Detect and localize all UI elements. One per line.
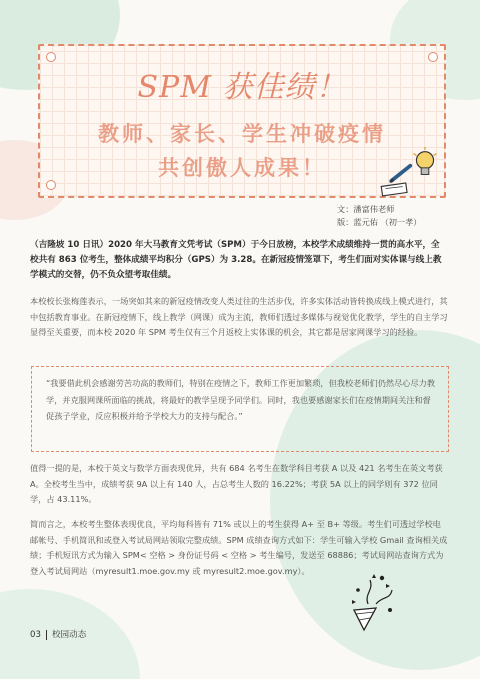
page-number: 03 (30, 630, 41, 640)
author-credit: 文：潘富伟老师 (337, 204, 395, 214)
body-paragraph: 本校校长张梅莲表示，一场突如其来的新冠疫情改变人类过往的生活步伐，许多实体活动皆转换成线上模式进行，其中包括教育事业。在新冠疫情下，线上教学（网课）成为主流，教师们透过多媒体与视觉优化教学，学生的自主学习显得至关重要，而本校 2020 年 SPM 考生仅有三个月返校上实体课的机会，其它都是居家网课学习的经验。 (30, 296, 448, 337)
page-subtitle-line-2: 共创傲人成果！ (158, 155, 326, 180)
page-subtitle-line-1: 教师、家长、学生冲破疫情 (98, 121, 386, 146)
corner-dot (46, 52, 56, 62)
body-paragraph: 简而言之，本校考生整体表现优良，平均每科皆有 71% 或以上的考生获得 A+ 至 B+ 等级。考生们可透过学校电邮帐号、手机简讯和或登入考试局网站领取完整成绩。SPM 成绩查询方式如下：学生可输入学校 Gmail 查询相关成绩；手机短讯方式为输入 SPM< 空格 > 身份证号码 < 空格 > 考生编号，发送至 68886；考试局网站查询方式为登入考试局网站（myresult1.moe.gov.my 或 myresult2.moe.gov.my）。 (30, 519, 448, 576)
corner-dot (428, 52, 438, 62)
footer-divider (46, 630, 47, 640)
body-paragraph: 值得一提的是，本校于英文与数学方面表现优异，共有 684 名考生在数学科目考获 A 以及 421 名考生在英文考获 A。全校考生当中，成绩考获 9A 以上有 140 人，占总考生人数的 16.22%；考获 5A 以上的同学则有 372 位同学，占 43.11%。 (30, 463, 443, 504)
party-popper-icon (346, 570, 398, 632)
lightbulb-icon (410, 146, 440, 184)
page-footer (30, 628, 86, 640)
quote-box (31, 366, 449, 452)
quote-text: “我要借此机会感谢劳苦功高的教师们，特别在疫情之下，教师工作更加繁琐，但我校老师们仍然尽心尽力教学，并克服网课所面临的挑战，将最好的教学呈现予同学们。同时，我也要感谢家长们在疫情期间关注和督促孩子学业，反应积极并给予学校大力的支持与配合。” (46, 378, 436, 421)
lead-paragraph: （吉隆坡 10 日讯）2020 年大马教育文凭考试（SPM）于今日放榜，本校学术成绩维持一贯的高水平，全校共有 863 位考生，整体成绩平均积分（GPS）为 3.28。在新冠疫情笼罩下，考生们面对实体课与线上教学模式的交替，仍不负众望考取佳绩。 (30, 240, 442, 280)
layout-credit: 版：蓝元佑 （初一孝） (337, 217, 422, 227)
page-title: SPM 获佳绩！ (137, 70, 347, 105)
section-name: 校园动态 (51, 630, 87, 640)
